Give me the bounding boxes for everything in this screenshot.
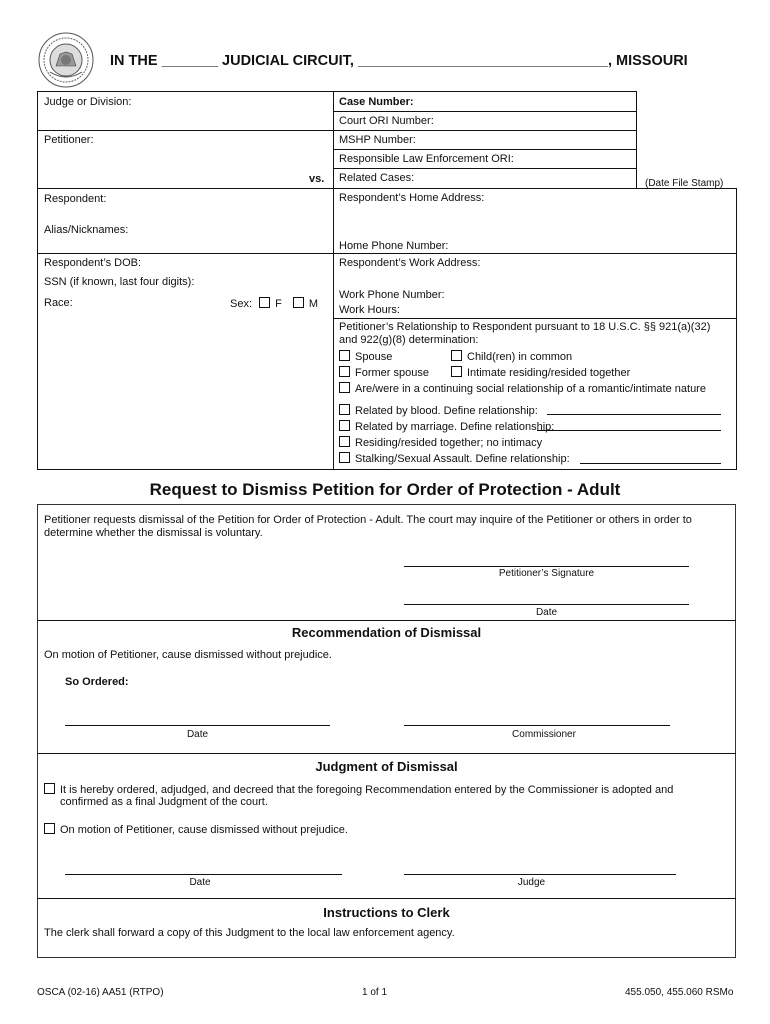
related-cases-label: Related Cases: — [339, 172, 415, 184]
so-ordered-label: So Ordered: — [65, 676, 129, 688]
respondent-label: Respondent: — [44, 193, 107, 205]
header-in-the: IN THE — [110, 53, 158, 69]
relationship-children — [451, 350, 572, 364]
judge-or-division-label: Judge or Division: — [44, 96, 132, 108]
page-title: Request to Dismiss Petition for Order of Protection - Adult — [149, 480, 621, 499]
sex-male-checkbox[interactable] — [293, 297, 304, 308]
home-phone-label: Home Phone Number: — [339, 240, 449, 252]
children-in-common-checkbox[interactable] — [451, 350, 462, 361]
mshp-number-label: MSHP Number: — [339, 134, 416, 146]
work-phone-label: Work Phone Number: — [339, 289, 445, 301]
relationship-intimate-residing — [451, 366, 630, 380]
intimate-residing-checkbox[interactable] — [451, 366, 462, 377]
dismiss-without-prejudice-checkbox[interactable] — [44, 823, 55, 834]
recommendation-text: On motion of Petitioner, cause dismissed without prejudice. — [44, 649, 332, 661]
form-id: OSCA (02-16) AA51 (RTPO) — [37, 987, 164, 998]
case-number-label: Case Number: — [339, 96, 414, 108]
relationship-former-spouse — [339, 366, 429, 380]
petitioner-label: Petitioner: — [44, 134, 94, 146]
recommendation-date-line[interactable] — [65, 725, 330, 726]
clerk-instructions-heading: Instructions to Clerk — [323, 905, 450, 920]
spouse-checkbox[interactable] — [339, 350, 350, 361]
related-by-marriage-checkbox[interactable] — [339, 420, 350, 431]
statute-reference: 455.050, 455.060 RSMo — [625, 987, 734, 998]
stalking-checkbox[interactable] — [339, 452, 350, 463]
request-date-line[interactable] — [404, 604, 689, 605]
ssn-label: SSN (if known, last four digits): — [44, 276, 195, 288]
home-address-label: Respondent’s Home Address: — [339, 192, 485, 204]
request-date-label: Date — [535, 607, 558, 618]
romantic-relationship-checkbox[interactable] — [339, 382, 350, 393]
race-label: Race: — [44, 297, 73, 309]
adopt-recommendation-checkbox[interactable] — [44, 783, 55, 794]
relationship-stalking — [339, 452, 570, 466]
judge-label: Judge — [517, 877, 546, 888]
romantic-relationship-label: Are/were in a continuing social relationship of a romantic/intimate nature — [355, 383, 706, 395]
residing-no-intimacy-checkbox[interactable] — [339, 436, 350, 447]
relationship-romantic — [339, 382, 706, 396]
header-county-blank: _______________________________ — [357, 53, 608, 69]
clerk-instructions-text: The clerk shall forward a copy of this Judgment to the local law enforcement agency. — [44, 927, 455, 939]
sex-field — [230, 297, 318, 311]
dismiss-without-prejudice-text: On motion of Petitioner, cause dismissed without prejudice. — [60, 824, 348, 836]
relationship-marriage — [339, 420, 554, 434]
relationship-heading-line2: and 922(g)(8) determination: — [339, 334, 479, 346]
header-judicial-circuit: JUDICIAL CIRCUIT, — [222, 53, 354, 69]
work-address-label: Respondent’s Work Address: — [339, 257, 481, 269]
residing-no-intimacy-label: Residing/resided together; no intimacy — [355, 437, 543, 449]
adopt-recommendation-text: It is hereby ordered, adjudged, and decreed that the foregoing Recommendation entered by the Commissioner is adopted and — [60, 784, 674, 796]
judgment-date-label: Date — [189, 877, 211, 888]
spouse-label: Spouse — [355, 351, 393, 363]
related-by-blood-checkbox[interactable] — [339, 404, 350, 415]
judge-signature-line[interactable] — [404, 874, 676, 875]
petitioner-signature-label: Petitioner’s Signature — [498, 568, 595, 579]
header-circuit-blank: _______ — [161, 53, 219, 69]
stalking-relationship-line[interactable] — [580, 463, 721, 464]
sex-female-checkbox[interactable] — [259, 297, 270, 308]
page-number: 1 of 1 — [362, 987, 388, 998]
header-missouri: , MISSOURI — [607, 53, 688, 69]
judgment-option-dismiss — [44, 823, 348, 837]
marriage-relationship-line[interactable] — [537, 430, 721, 431]
missouri-state-seal — [38, 32, 94, 88]
relationship-residing-no-intimacy — [339, 436, 542, 450]
adopt-recommendation-text-line2: confirmed as a final Judgment of the court. — [60, 796, 268, 808]
work-hours-label: Work Hours: — [339, 304, 400, 316]
related-by-blood-label: Related by blood. Define relationship: — [355, 405, 538, 417]
judgment-heading: Judgment of Dismissal — [315, 759, 458, 774]
commissioner-label: Commissioner — [512, 729, 576, 740]
alias-label: Alias/Nicknames: — [44, 224, 129, 236]
judgment-option-adopt — [44, 783, 673, 797]
former-spouse-checkbox[interactable] — [339, 366, 350, 377]
recommendation-date-label: Date — [186, 729, 209, 740]
vs-label: vs. — [309, 173, 325, 185]
sex-male-label: M — [308, 298, 319, 310]
stalking-label: Stalking/Sexual Assault. Define relationship: — [355, 453, 570, 465]
sex-label: Sex: — [230, 298, 253, 310]
request-text-line1: Petitioner requests dismissal of the Petition for Order of Protection - Adult. The court may inquire of the Petitioner or others in order to — [44, 514, 692, 526]
commissioner-signature-line[interactable] — [404, 725, 670, 726]
related-by-marriage-label: Related by marriage. Define relationship: — [355, 421, 555, 433]
relationship-spouse — [339, 350, 392, 364]
date-file-stamp-label: (Date File Stamp) — [645, 178, 724, 189]
blood-relationship-line[interactable] — [547, 414, 721, 415]
recommendation-heading: Recommendation of Dismissal — [291, 625, 482, 640]
law-enforcement-ori-label: Responsible Law Enforcement ORI: — [339, 153, 514, 165]
children-in-common-label: Child(ren) in common — [467, 351, 573, 363]
former-spouse-label: Former spouse — [355, 367, 429, 379]
court-header — [110, 53, 688, 70]
judgment-date-line[interactable] — [65, 874, 342, 875]
relationship-blood — [339, 404, 538, 418]
request-text-line2: determine whether the dismissal is voluntary. — [44, 527, 263, 539]
court-ori-label: Court ORI Number: — [339, 115, 434, 127]
intimate-residing-label: Intimate residing/resided together — [467, 367, 631, 379]
sex-female-label: F — [275, 298, 282, 310]
respondent-dob-label: Respondent’s DOB: — [44, 257, 142, 269]
relationship-heading-line1: Petitioner’s Relationship to Respondent pursuant to 18 U.S.C. §§ 921(a)(32) — [339, 321, 711, 333]
